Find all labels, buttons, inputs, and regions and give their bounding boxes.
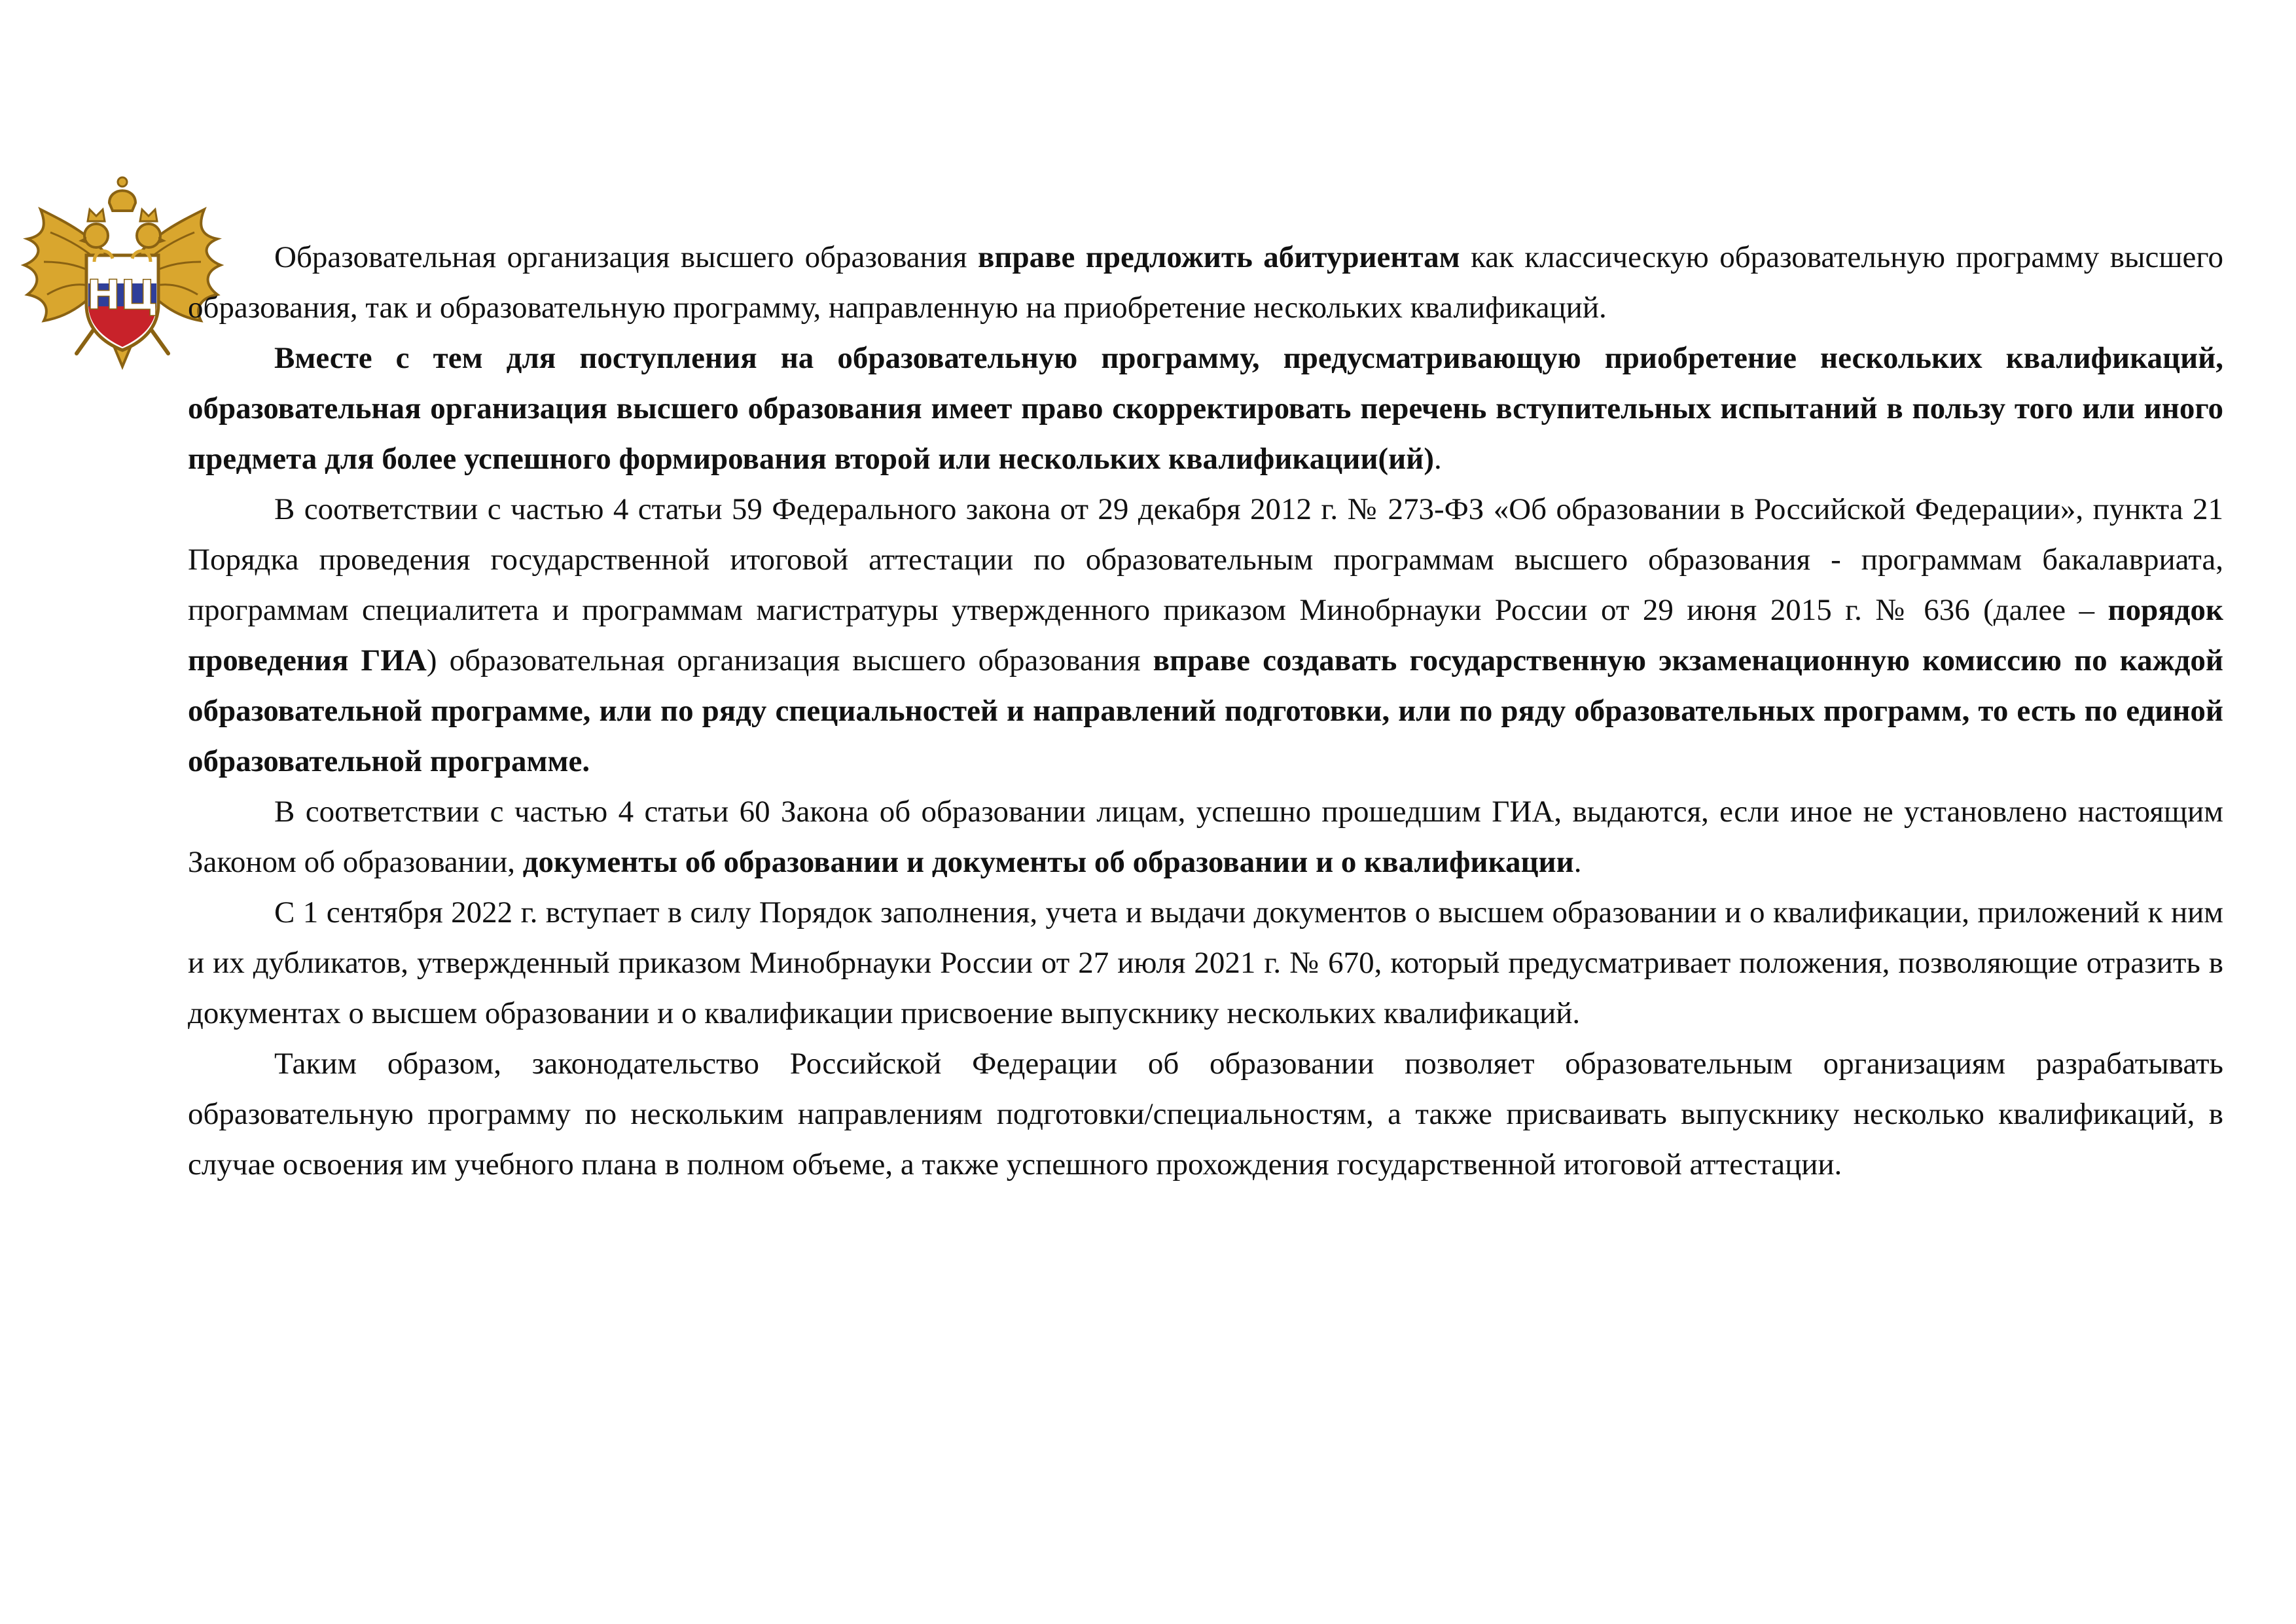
text-segment: . [1573,845,1582,879]
document-body [188,232,2223,1190]
text-segment: С 1 сентября 2022 г. вступает в силу Порядок заполнения, учета и выдачи документов о высшем образовании и о квалификации, приложений к ним и их дубликатов, утвержденный приказом Минобрнауки России от 27 июля 2021 г. № 670, который предусматривает положения, позволяющие отразить в документах о высшем образовании и о квалификации присвоение выпускнику нескольких квалификаций. [188,895,2223,1030]
bold-text-segment: порядок проведения ГИА [188,593,2223,677]
text-segment: В соответствии с частью 4 статьи 59 Федерального закона от 29 декабря 2012 г. № 273-ФЗ «Об образовании в Российской Федерации», пункта 21 Порядка проведения государственной итоговой аттестации по образовательным программам высшего образования - программам бакалавриата, программам специалитета и программам магистратуры утвержденного приказом Минобрнауки России от 29 июня 2015 г. № 636 (далее – [188,492,2223,627]
paragraph [188,333,2223,484]
emblem-monogram: НЦ [86,271,158,319]
paragraph [188,232,2223,333]
paragraph [188,1039,2223,1190]
bold-text-segment: Вместе с тем для поступления на образовательную программу, предусматривающую приобретение нескольких квалификаций, образовательная организация высшего образования имеет право скорректировать перечень вступительных испытаний в пользу того или иного предмета для более успешного формирования второй или нескольких квалификации(ий) [188,341,2223,476]
paragraph [188,787,2223,888]
bold-text-segment: вправе предложить абитуриентам [977,240,1460,274]
bold-text-segment: вправе создавать государственную экзаменационную комиссию по каждой образовательной программе, или по ряду специальностей и направлений подготовки, или по ряду образовательных программ, то есть по единой образовательной программе. [188,643,2224,778]
text-segment: . [1433,442,1442,476]
text-segment: как классическую образовательную программу высшего образования, так и образовательную программу, направленную на приобретение нескольких квалификаций. [188,240,2224,325]
paragraph [188,484,2223,787]
text-segment: ) образовательная организация высшего образования [426,643,1153,677]
paragraph [188,888,2223,1039]
text-segment: В соответствии с частью 4 статьи 60 Закона об образовании лицам, успешно прошедшим ГИА, выдаются, если иное не установлено настоящим Законом об образовании, [188,795,2223,879]
bold-text-segment: документы об образовании и документы об образовании и о квалификации [522,845,1574,879]
text-segment: Образовательная организация высшего образования [274,240,978,274]
text-segment: Таким образом, законодательство Российской Федерации об образовании позволяет образовательным организациям разрабатывать образовательную программу по нескольким направлениям подготовки/специальностям, а также присваивать выпускнику несколько квалификаций, в случае освоения им учебного плана в полном объеме, а также успешного прохождения государственной итоговой аттестации. [188,1047,2223,1182]
